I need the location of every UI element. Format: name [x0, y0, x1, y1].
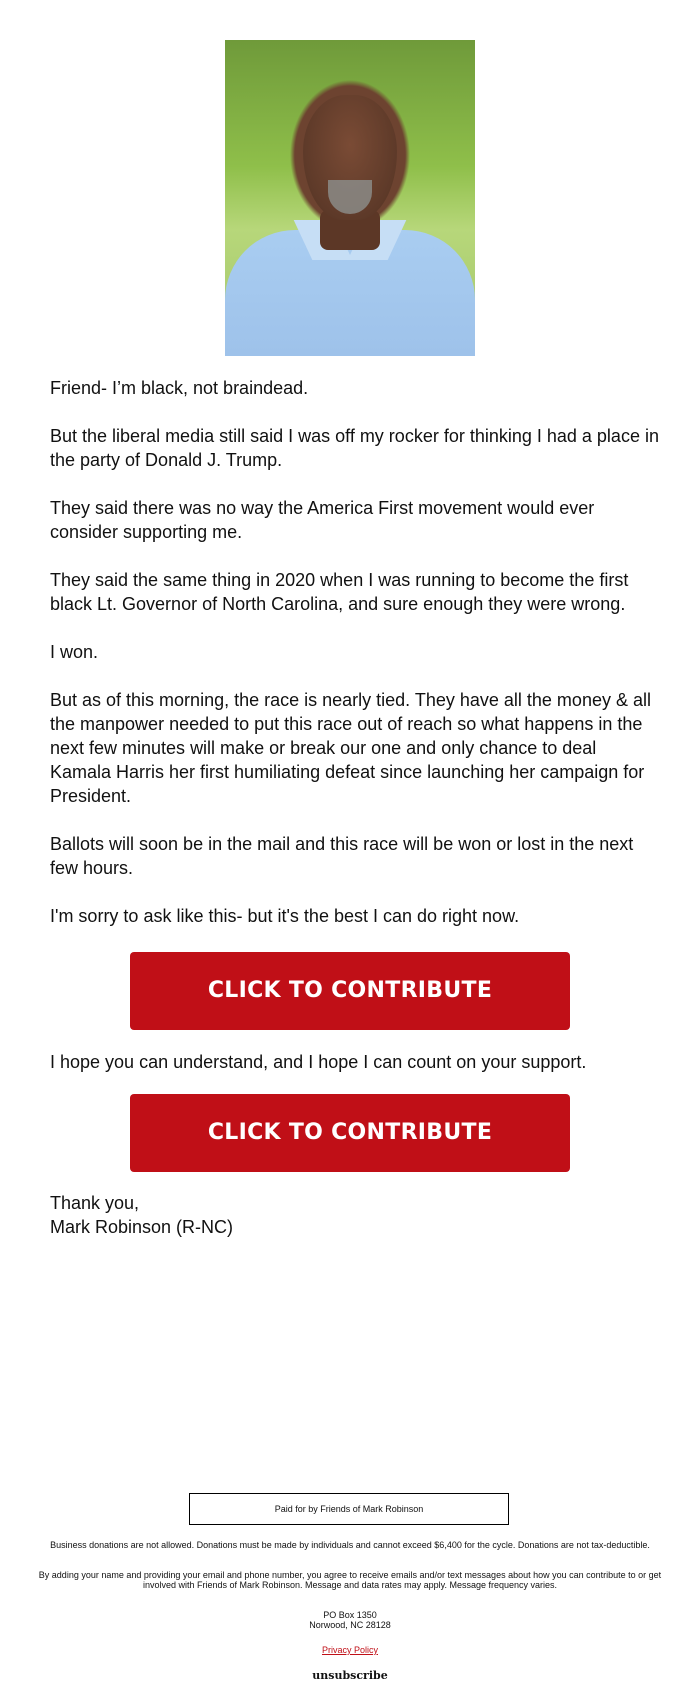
cta-container-1 [50, 952, 660, 1030]
mailing-address [35, 1610, 665, 1630]
paragraph: But as of this morning, the race is nearly tied. They have all the money & all the manpower needed to put this race out of reach so what happens in the next few minutes will make or break our one and only chance to deal Kamala Harris her first humiliating defeat since launching her campaign for President. [50, 690, 651, 806]
signoff-thanks: Thank you, [50, 1193, 140, 1213]
paragraph: Ballots will soon be in the mail and this race will be won or lost in the next few hours. [50, 834, 634, 878]
address-line-1: PO Box 1350 [323, 1610, 377, 1620]
cta-container-2 [50, 1094, 660, 1172]
paragraph: But the liberal media still said I was off my rocker for thinking I had a place in the party of Donald J. Trump. [50, 426, 659, 470]
support-text: I hope you can understand, and I hope I can count on your support. [50, 1052, 587, 1072]
contribute-button-2[interactable]: CLICK TO CONTRIBUTE [130, 1094, 570, 1172]
donation-disclaimer: Business donations are not allowed. Donations must be made by individuals and cannot exceed $6,400 for the cycle. Donations are not tax-deductible. [50, 1540, 650, 1550]
paragraph: Friend- I’m black, not braindead. [50, 378, 309, 398]
contribute-button-1[interactable]: CLICK TO CONTRIBUTE [130, 952, 570, 1030]
paragraph: They said there was no way the America First movement would ever consider supporting me. [50, 498, 595, 542]
paragraph: I'm sorry to ask like this- but it's the best I can do right now. [50, 906, 520, 926]
address-line-2: Norwood, NC 28128 [309, 1620, 391, 1630]
paragraph: They said the same thing in 2020 when I was running to become the first black Lt. Governor of North Carolina, and sure enough they were wrong. [50, 570, 629, 614]
signoff-name: Mark Robinson (R-NC) [50, 1217, 234, 1237]
signoff [50, 1191, 233, 1239]
consent-disclaimer: By adding your name and providing your email and phone number, you agree to receive emails and/or text messages about how you can contribute to or get involved with Friends of Mark Robinson. Message and data rates may apply. Message frequency varies. [38, 1570, 662, 1590]
paid-for-disclaimer: Paid for by Friends of Mark Robinson [189, 1493, 509, 1525]
unsubscribe-link[interactable]: unsubscribe [312, 1669, 388, 1682]
paragraph: I won. [50, 642, 99, 662]
privacy-policy-link[interactable]: Privacy Policy [321, 1645, 378, 1655]
email-body [50, 376, 660, 952]
candidate-photo [225, 40, 475, 356]
